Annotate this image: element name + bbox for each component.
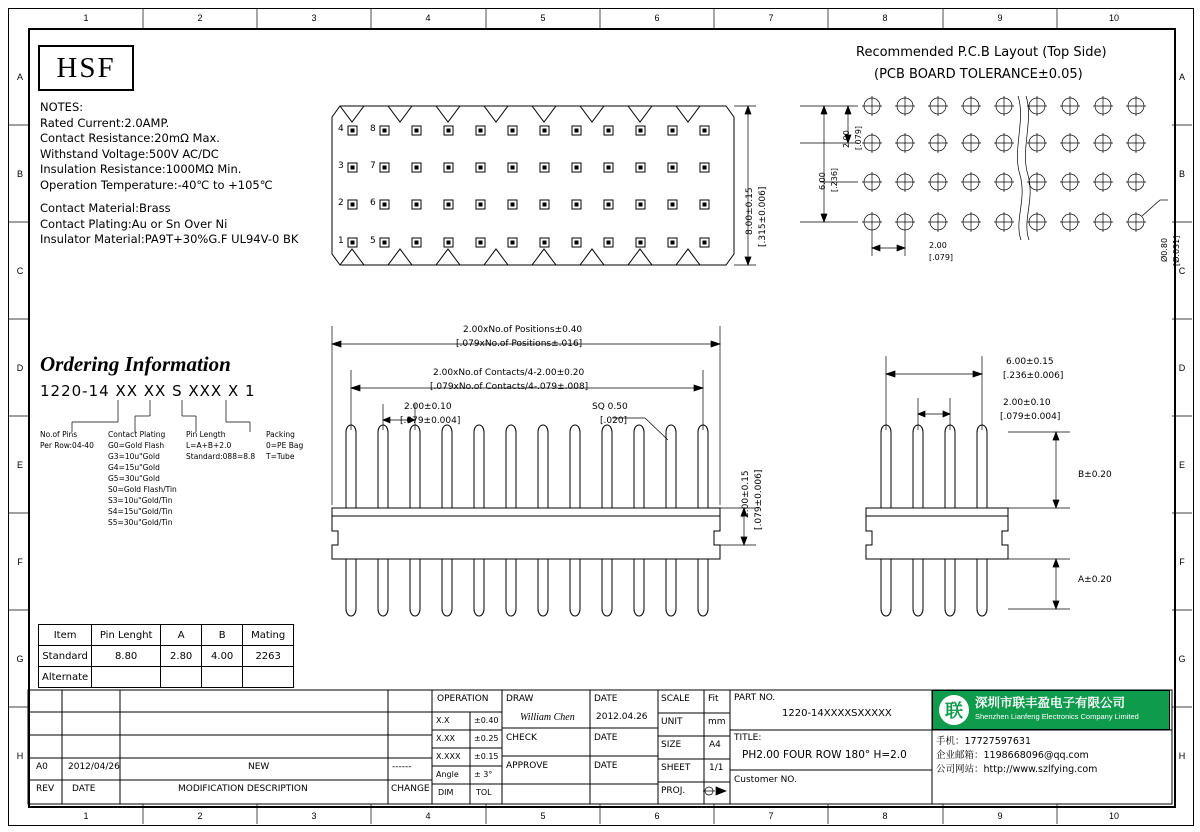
std-row1-a: 2.80 <box>161 646 202 667</box>
ordering-col-plating-sub-2: G3=10u"Gold <box>108 452 160 461</box>
zone-top-10: 10 <box>1108 13 1119 23</box>
ordering-col-packing-sub-2: T=Tube <box>266 452 295 461</box>
zone-top-8: 8 <box>882 13 888 23</box>
std-header-pinlength: Pin Lenght <box>92 625 161 646</box>
notes-line-5: Operation Temperature:-40℃ to +105℃ <box>40 177 273 192</box>
notes-material-2: Contact Plating:Au or Sn Over Ni <box>40 216 228 231</box>
draw-name: William Chen <box>520 712 575 723</box>
zone-left-f: F <box>17 557 23 567</box>
zone-left-g: G <box>16 654 24 664</box>
zone-top-2: 2 <box>197 13 203 23</box>
pcb-hole-dim-inch: [Ø.031] <box>1172 235 1181 266</box>
std-row2-item: Alternate <box>39 667 92 688</box>
ordering-col-plating-head: Contact Plating <box>108 430 166 439</box>
front-dim-pitch-inch: [.079±0.004] <box>400 416 461 426</box>
approve-date-label: DATE <box>594 761 618 771</box>
top-view-row-label-8: 8 <box>370 124 376 134</box>
front-dim-total-inch: [.079xNo.of Positions±.016] <box>456 339 583 349</box>
notes-line-1: Rated Current:2.0AMP. <box>40 115 170 130</box>
zone-bottom-10: 10 <box>1108 811 1119 821</box>
side-dim-b: B±0.20 <box>1078 470 1112 480</box>
tol-dim-2: X.XX <box>436 734 455 743</box>
size-value: A4 <box>709 740 721 750</box>
side-dim-600: 6.00±0.15 <box>1006 357 1054 367</box>
notes-heading: NOTES: <box>40 100 84 114</box>
zone-left-h: H <box>16 751 24 761</box>
ordering-code: 1220-14 XX XX S XXX X 1 <box>40 382 256 400</box>
zone-top-9: 9 <box>997 13 1003 23</box>
top-view-row-label-3: 3 <box>338 161 344 171</box>
zone-right-g: G <box>1178 654 1186 664</box>
zone-right-a: A <box>1178 72 1185 82</box>
tol-val-1: ±0.40 <box>474 716 499 725</box>
sheet-label: SHEET <box>661 763 691 773</box>
top-view-row-label-5: 5 <box>370 236 376 246</box>
zone-top-3: 3 <box>311 13 317 23</box>
pcb-layout-title: Recommended P.C.B Layout (Top Side) <box>856 45 1107 60</box>
ordering-col-pinlength-sub-1: L=A+B+2.0 <box>186 441 232 450</box>
scale-value: Fit <box>708 694 719 704</box>
zone-left-c: C <box>16 266 24 276</box>
zone-bottom-1: 1 <box>83 811 89 821</box>
front-dim-sq: SQ 0.50 <box>592 402 628 412</box>
unit-label: UNIT <box>661 717 683 727</box>
dim-label: DIM <box>438 788 454 797</box>
top-view-row-label-6: 6 <box>370 198 376 208</box>
tol-dim-3: X.XXX <box>436 752 461 761</box>
title-value: PH2.00 FOUR ROW 180° H=2.0 <box>742 749 907 761</box>
ordering-col-packing-head: Packing <box>266 430 295 439</box>
zone-bottom-4: 4 <box>425 811 431 821</box>
ordering-col-plating-sub-8: S5=30u"Gold/Tin <box>108 518 173 527</box>
zone-left-d: D <box>16 363 24 373</box>
ordering-col-pins-head: No.of Pins <box>40 430 78 439</box>
zone-right-e: E <box>1178 460 1185 470</box>
side-dim-200: 2.00±0.10 <box>1003 398 1051 408</box>
pcb-dim-200-h: 2.00 <box>929 241 947 250</box>
zone-bottom-7: 7 <box>768 811 774 821</box>
ordering-col-plating-sub-1: G0=Gold Flash <box>108 441 165 450</box>
front-dim-pitch: 2.00±0.10 <box>404 402 452 412</box>
zone-bottom-3: 3 <box>311 811 317 821</box>
zone-right-c: C <box>1178 266 1186 276</box>
tol-label: TOL <box>476 788 492 797</box>
title-label: TITLE: <box>734 733 762 743</box>
std-header-mating: Mating <box>243 625 294 646</box>
front-dim-right-inch: [.079±0.006] <box>754 469 764 530</box>
front-dim-right: 2.00±0.15 <box>741 470 751 518</box>
std-row1-mating: 2263 <box>243 646 294 667</box>
proj-label: PROJ. <box>661 786 686 796</box>
pcb-dim-200-v: 2.00 <box>842 130 851 148</box>
hsf-logo: HSF <box>38 45 134 91</box>
top-view-height-dim-inch: [.315±0.006] <box>758 186 768 247</box>
notes-line-2: Contact Resistance:20mΩ Max. <box>40 131 220 145</box>
tol-dim-1: X.X <box>436 716 450 725</box>
customer-no-label: Customer NO. <box>734 775 797 785</box>
std-row1-item: Standard <box>39 646 92 667</box>
std-row1-b: 4.00 <box>202 646 243 667</box>
revision-row-date: 2012/04/26 <box>68 762 120 772</box>
pcb-dim-200-v-inch: [.079] <box>854 125 863 150</box>
zone-top-1: 1 <box>83 13 89 23</box>
std-row1-pinlength: 8.80 <box>92 646 161 667</box>
pcb-dim-600: 6.00 <box>818 172 827 190</box>
check-date-label: DATE <box>594 733 618 743</box>
zone-right-d: D <box>1178 363 1186 373</box>
company-phone: 手机：17727597631 <box>936 736 1031 747</box>
zone-top-7: 7 <box>768 13 774 23</box>
front-dim-contacts: 2.00xNo.of Contacts/4-2.00±0.20 <box>433 368 585 378</box>
notes-line-4: Insulation Resistance:1000MΩ Min. <box>40 162 242 176</box>
ordering-col-plating-sub-4: G5=30u"Gold <box>108 474 160 483</box>
company-logo-block <box>932 690 1170 730</box>
company-contact-block <box>936 735 1097 777</box>
check-label: CHECK <box>506 733 537 743</box>
tol-dim-4: Angle <box>436 770 459 779</box>
tol-val-2: ±0.25 <box>474 734 499 743</box>
pcb-layout-subtitle: (PCB BOARD TOLERANCE±0.05) <box>874 67 1083 82</box>
sheet-value: 1/1 <box>709 763 724 773</box>
side-dim-600-inch: [.236±0.006] <box>1003 371 1064 381</box>
size-label: SIZE <box>661 740 682 750</box>
draw-date-value: 2012.04.26 <box>596 712 648 722</box>
revision-row-desc: NEW <box>248 762 270 772</box>
pcb-hole-dim: Ø0.80 <box>1160 237 1169 262</box>
revision-row-change: ------ <box>392 762 412 772</box>
draw-label: DRAW <box>506 694 534 704</box>
ordering-col-pinlength-sub-2: Standard:088=8.8 <box>186 452 256 461</box>
ordering-col-plating-sub-7: S4=15u"Gold/Tin <box>108 507 173 516</box>
top-view-height-dim: 8.00±0.15 <box>745 187 755 235</box>
ordering-col-packing-sub-1: 0=PE Bag <box>266 441 304 450</box>
scale-label: SCALE <box>661 694 690 704</box>
ordering-col-plating-sub-6: S3=10u"Gold/Tin <box>108 496 173 505</box>
zone-left-e: E <box>16 460 23 470</box>
top-view-row-label-1: 1 <box>338 236 344 246</box>
revision-row-rev: A0 <box>36 762 48 772</box>
notes-material-3: Insulator Material:PA9T+30%G.F UL94V-0 BK <box>40 232 299 246</box>
zone-bottom-6: 6 <box>654 811 660 821</box>
revision-header-rev: REV <box>36 784 55 794</box>
pcb-dim-200-h-inch: [.079] <box>929 253 954 262</box>
revision-header-change: CHANGE <box>391 784 430 794</box>
zone-top-6: 6 <box>654 13 660 23</box>
tol-val-4: ± 3° <box>474 770 493 779</box>
company-email: 企业邮箱：1198668096@qq.com <box>936 750 1089 761</box>
approve-label: APPROVE <box>506 761 549 771</box>
operation-label: OPERATION <box>437 694 489 704</box>
ordering-col-pinlength-head: Pin Length <box>186 430 226 439</box>
revision-header-date: DATE <box>72 784 96 794</box>
zone-top-4: 4 <box>425 13 431 23</box>
std-header-item: Item <box>39 625 92 646</box>
zone-right-f: F <box>1179 557 1185 567</box>
top-view-row-label-2: 2 <box>338 198 344 208</box>
front-dim-sq-inch: [.020] <box>600 416 628 426</box>
unit-value: mm <box>708 717 726 727</box>
side-dim-a: A±0.20 <box>1078 575 1112 585</box>
zone-left-a: A <box>16 72 23 82</box>
zone-bottom-2: 2 <box>197 811 203 821</box>
pcb-dim-600-inch: [.236] <box>830 167 839 192</box>
front-dim-contacts-inch: [.079xNo.of Contacts/4-.079±.008] <box>430 382 589 392</box>
company-website: 公司网站：http://www.szlfying.com <box>936 764 1098 775</box>
part-no-value: 1220-14XXXXSXXXXX <box>782 708 892 719</box>
zone-top-5: 5 <box>540 13 546 23</box>
zone-bottom-8: 8 <box>882 811 888 821</box>
top-view-row-label-7: 7 <box>370 161 376 171</box>
front-dim-total: 2.00xNo.of Positions±0.40 <box>463 325 583 335</box>
zone-left-b: B <box>16 169 23 179</box>
top-view-row-label-4: 4 <box>338 124 344 134</box>
ordering-col-plating-sub-5: S0=Gold Flash/Tin <box>108 485 177 494</box>
draw-date-label: DATE <box>594 694 618 704</box>
side-dim-200-inch: [.079±0.004] <box>1000 412 1061 422</box>
std-header-b: B <box>202 625 243 646</box>
company-mark-icon: 联 <box>939 695 969 725</box>
notes-line-3: Withstand Voltage:500V AC/DC <box>40 146 219 161</box>
zone-bottom-5: 5 <box>540 811 546 821</box>
company-name-cn: 深圳市联丰盈电子有限公司 <box>975 696 1126 710</box>
company-name-en: Shenzhen Lianfeng Electronics Company Limited <box>975 712 1139 721</box>
zone-right-h: H <box>1178 751 1186 761</box>
ordering-information-title: Ordering Information <box>40 352 231 376</box>
tol-val-3: ±0.15 <box>474 752 499 761</box>
zone-bottom-9: 9 <box>997 811 1003 821</box>
notes-material-1: Contact Material:Brass <box>40 201 171 215</box>
zone-right-b: B <box>1178 169 1185 179</box>
revision-header-desc: MODIFICATION DESCRIPTION <box>178 784 308 794</box>
ordering-col-pins-sub-1: Per Row:04-40 <box>40 441 94 450</box>
std-header-a: A <box>161 625 202 646</box>
ordering-col-plating-sub-3: G4=15u"Gold <box>108 463 160 472</box>
part-no-label: PART NO. <box>734 693 776 703</box>
